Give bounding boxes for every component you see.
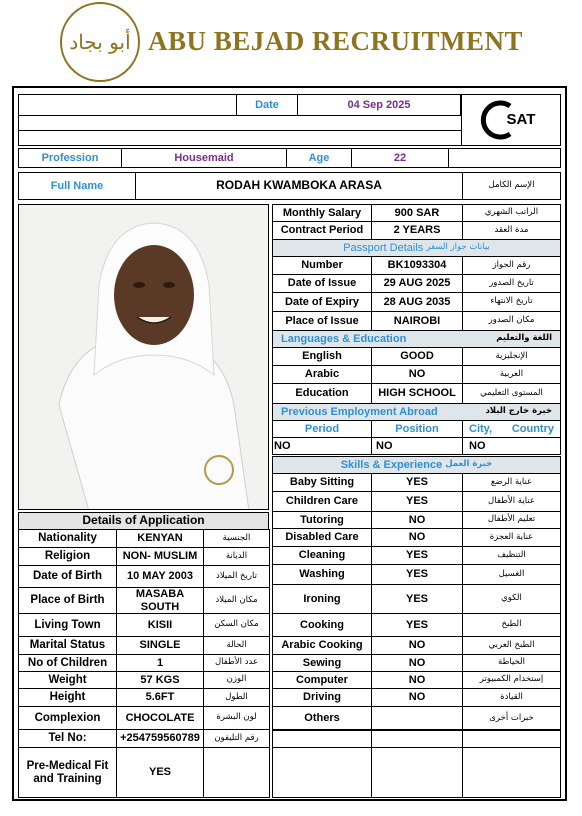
prev-period-col: Period: [272, 420, 372, 438]
skill-ar-10: إستخدام الكمبيوتر: [462, 671, 561, 689]
blank-bottom-cell: [371, 729, 463, 748]
app-label-11: Pre-Medical Fit and Training: [18, 747, 117, 798]
skill-label-4: Cleaning: [272, 546, 372, 565]
passport-label-1: Date of Issue: [272, 274, 372, 293]
language-label-2: Education: [272, 383, 372, 404]
profession-label: Profession: [18, 148, 122, 168]
app-ar-8: الطول: [203, 688, 270, 707]
company-logo: [60, 2, 140, 82]
languages-header: Languages & Education اللغة والتعليم: [272, 330, 561, 348]
app-label-3: Place of Birth: [18, 587, 117, 614]
skill-ar-9: الخياطة: [462, 654, 561, 672]
prev-city-country-col: City, Country: [462, 420, 561, 438]
app-label-6: No of Children: [18, 654, 117, 672]
skill-label-5: Washing: [272, 564, 372, 585]
app-value-1: NON- MUSLIM: [116, 547, 204, 566]
app-value-5: SINGLE: [116, 636, 204, 655]
passport-value-0: BK1093304: [371, 256, 463, 275]
passport-ar-0: رقم الجواز: [462, 256, 561, 275]
app-ar-11: [203, 747, 270, 798]
blank-bottom-cell: [272, 729, 372, 748]
skill-ar-11: القيادة: [462, 688, 561, 707]
skill-label-8: Arabic Cooking: [272, 636, 372, 655]
skill-label-11: Driving: [272, 688, 372, 707]
salary-label: Monthly Salary: [272, 204, 372, 222]
app-label-5: Marital Status: [18, 636, 117, 655]
passport-ar-1: تاريخ الصدور: [462, 274, 561, 293]
app-label-4: Living Town: [18, 613, 117, 637]
blank-top-1: [18, 94, 237, 116]
app-ar-10: رقم التليفون: [203, 729, 270, 748]
language-value-2: HIGH SCHOOL: [371, 383, 463, 404]
skill-value-5: YES: [371, 564, 463, 585]
blank-bottom-cell: [462, 747, 561, 798]
app-value-9: CHOCOLATE: [116, 706, 204, 730]
app-ar-1: الديانة: [203, 547, 270, 566]
skill-ar-0: عناية الرضع: [462, 473, 561, 492]
skills-header: Skills & Experience خبرة العمل: [272, 456, 561, 474]
prev-employment-header: Previous Employment Abroad خبرة خارج البلاد: [272, 403, 561, 421]
app-value-3: MASABA SOUTH: [116, 587, 204, 614]
fullname-arabic: الإسم الكامل: [462, 172, 561, 200]
passport-ar-3: مكان الصدور: [462, 311, 561, 331]
sat-logo: SAT: [478, 100, 544, 140]
skill-value-4: YES: [371, 546, 463, 565]
date-value: 04 Sep 2025: [297, 94, 461, 116]
blank-top-3: [18, 130, 462, 146]
prev-position-col: Position: [371, 420, 463, 438]
language-label-0: English: [272, 347, 372, 366]
candidate-photo: [18, 204, 269, 510]
skill-ar-5: الغسيل: [462, 564, 561, 585]
app-value-8: 5.6FT: [116, 688, 204, 707]
app-value-2: 10 MAY 2003: [116, 565, 204, 588]
date-label: Date: [236, 94, 298, 116]
skill-label-2: Tutoring: [272, 511, 372, 529]
app-value-10: +254759560789: [116, 729, 204, 748]
candidate-portrait-image: [19, 205, 269, 510]
blank-bottom-cell: [371, 747, 463, 798]
skill-value-10: NO: [371, 671, 463, 689]
passport-label-3: Place of Issue: [272, 311, 372, 331]
passport-ar-2: تاريخ الانتهاء: [462, 292, 561, 312]
blank-age-right: [448, 148, 561, 168]
contract-arabic: مدة العقد: [462, 221, 561, 240]
language-ar-0: الإنجليزية: [462, 347, 561, 366]
language-label-1: Arabic: [272, 365, 372, 384]
fullname-value: RODAH KWAMBOKA ARASA: [135, 172, 463, 200]
profession-value: Housemaid: [121, 148, 287, 168]
language-value-1: NO: [371, 365, 463, 384]
app-label-10: Tel No:: [18, 729, 117, 748]
blank-bottom-cell: [462, 729, 561, 748]
contract-value: 2 YEARS: [371, 221, 463, 240]
skill-value-3: NO: [371, 528, 463, 547]
fullname-label: Full Name: [18, 172, 136, 200]
app-ar-4: مكان السكن: [203, 613, 270, 637]
app-value-6: 1: [116, 654, 204, 672]
app-ar-7: الوزن: [203, 671, 270, 689]
passport-value-1: 29 AUG 2025: [371, 274, 463, 293]
skill-label-1: Children Care: [272, 491, 372, 512]
sat-logo-box: [461, 94, 561, 146]
application-header: Details of Application: [18, 512, 269, 530]
passport-header: Passport Details بيانات جواز السفر: [272, 239, 561, 257]
app-value-7: 57 KGS: [116, 671, 204, 689]
salary-arabic: الراتب الشهري: [462, 204, 561, 222]
age-value: 22: [351, 148, 449, 168]
skill-ar-4: التنظيف: [462, 546, 561, 565]
skill-label-10: Computer: [272, 671, 372, 689]
prev-period-value: NO: [272, 437, 372, 455]
language-ar-1: العربية: [462, 365, 561, 384]
app-label-1: Religion: [18, 547, 117, 566]
app-label-9: Complexion: [18, 706, 117, 730]
company-name: ABU BEJAD RECRUITMENT: [148, 26, 524, 56]
skill-value-1: YES: [371, 491, 463, 512]
app-value-4: KISII: [116, 613, 204, 637]
app-label-8: Height: [18, 688, 117, 707]
language-ar-2: المستوى التعليمي: [462, 383, 561, 404]
passport-label-2: Date of Expiry: [272, 292, 372, 312]
app-ar-0: الجنسية: [203, 529, 270, 548]
skill-value-8: NO: [371, 636, 463, 655]
skill-label-0: Baby Sitting: [272, 473, 372, 492]
passport-label-0: Number: [272, 256, 372, 275]
skill-ar-12: خبرات أخرى: [462, 706, 561, 731]
skill-value-2: NO: [371, 511, 463, 529]
app-ar-6: عدد الأطفال: [203, 654, 270, 672]
skill-ar-1: عناية الأطفال: [462, 491, 561, 512]
language-value-0: GOOD: [371, 347, 463, 366]
app-ar-5: الحالة: [203, 636, 270, 655]
skill-ar-6: الكوي: [462, 584, 561, 614]
skill-value-11: NO: [371, 688, 463, 707]
app-label-0: Nationality: [18, 529, 117, 548]
skill-ar-2: تعليم الأطفال: [462, 511, 561, 529]
skill-ar-7: الطبخ: [462, 613, 561, 637]
app-label-7: Weight: [18, 671, 117, 689]
logo-calligraphy: أبو بجاد: [69, 30, 131, 54]
skill-value-9: NO: [371, 654, 463, 672]
salary-value: 900 SAR: [371, 204, 463, 222]
age-label: Age: [286, 148, 352, 168]
contract-label: Contract Period: [272, 221, 372, 240]
skill-value-12: [371, 706, 463, 731]
app-label-2: Date of Birth: [18, 565, 117, 588]
prev-city-value: NO: [462, 437, 561, 455]
app-ar-9: لون البشرة: [203, 706, 270, 730]
skill-label-7: Cooking: [272, 613, 372, 637]
passport-value-2: 28 AUG 2035: [371, 292, 463, 312]
app-value-0: KENYAN: [116, 529, 204, 548]
app-ar-2: تاريخ الميلاد: [203, 565, 270, 588]
app-value-11: YES: [116, 747, 204, 798]
prev-position-value: NO: [371, 437, 463, 455]
skill-label-12: Others: [272, 706, 372, 731]
skill-label-3: Disabled Care: [272, 528, 372, 547]
skill-ar-8: الطبخ العربي: [462, 636, 561, 655]
skill-value-6: YES: [371, 584, 463, 614]
skill-label-9: Sewing: [272, 654, 372, 672]
passport-value-3: NAIROBI: [371, 311, 463, 331]
skill-value-0: YES: [371, 473, 463, 492]
skill-label-6: Ironing: [272, 584, 372, 614]
blank-top-2: [18, 115, 462, 131]
app-ar-3: مكان الميلاد: [203, 587, 270, 614]
skill-ar-3: عناية العجزة: [462, 528, 561, 547]
blank-bottom-cell: [272, 747, 372, 798]
skill-value-7: YES: [371, 613, 463, 637]
